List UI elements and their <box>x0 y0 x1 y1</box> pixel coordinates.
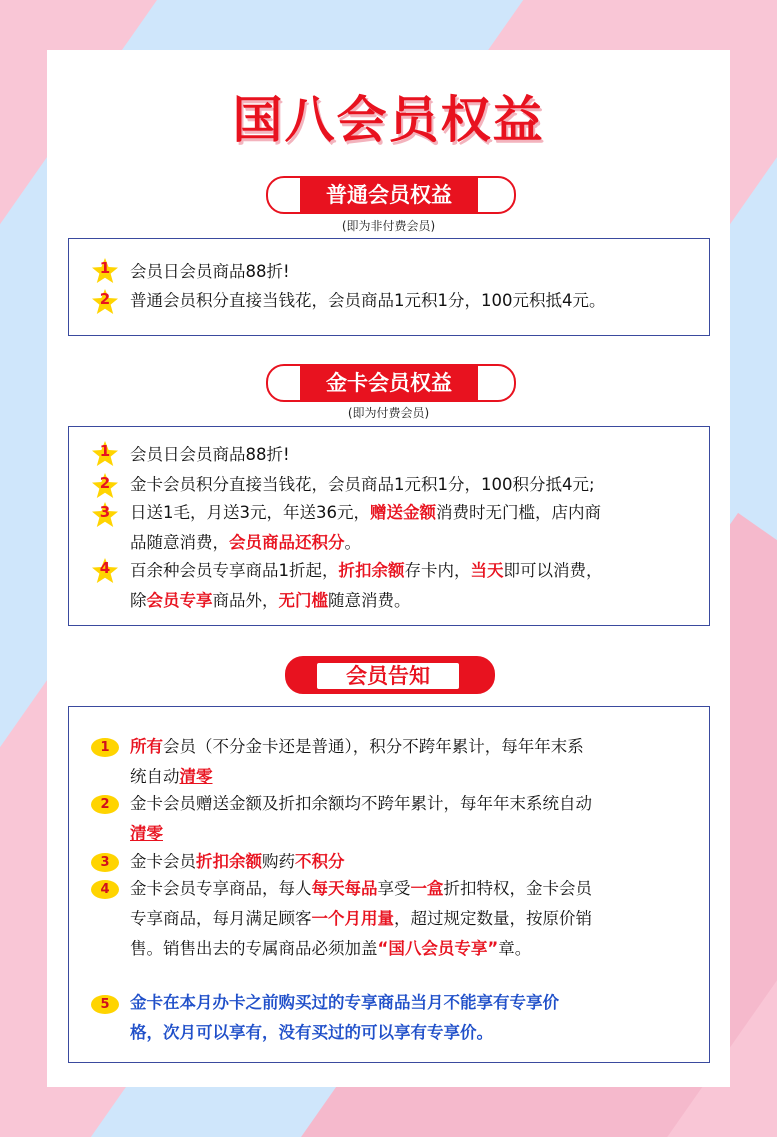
number-badge-icon <box>91 795 119 814</box>
highlight-text: 一个月用量 <box>311 909 394 928</box>
list-item <box>130 498 690 558</box>
section-heading-gold <box>266 364 516 402</box>
item-text: 购药 <box>262 852 295 871</box>
list-item <box>130 732 690 792</box>
highlight-text: 会员商品还积分 <box>229 533 345 552</box>
item-text: 百余种会员专享商品1折起， <box>130 561 339 580</box>
list-item <box>130 847 690 877</box>
star-badge-icon <box>90 501 120 529</box>
item-number: 3 <box>99 503 111 521</box>
section-subheading: (即为非付费会员) <box>341 219 436 233</box>
highlight-text: 当天 <box>470 561 504 580</box>
item-text: 统自动 <box>130 767 180 786</box>
item-number: 4 <box>99 559 111 577</box>
item-text: 金卡会员赠送金额及折扣余额均不跨年累计，每年年末系统自动 <box>130 794 592 813</box>
list-item: 会员日会员商品88折! <box>130 445 290 464</box>
highlight-text: 赠送金额 <box>370 503 436 522</box>
list-item: 普通会员积分直接当钱花，会员商品1元积1分，100元积抵4元。 <box>130 291 606 310</box>
highlight-text: 清零 <box>179 767 213 786</box>
item-text: 享受 <box>377 879 411 898</box>
star-badge-icon <box>90 440 120 468</box>
section-subheading: (即为付费会员) <box>347 406 430 420</box>
section-heading-label: 普通会员权益 <box>300 176 478 214</box>
item-text: 品随意消费， <box>130 533 229 552</box>
item-text: 即可以消费， <box>503 561 603 580</box>
number-badge-icon <box>91 853 119 872</box>
item-number: 2 <box>100 797 110 812</box>
highlight-text: 无门槛 <box>278 591 328 610</box>
note-text: 金卡在本月办卡之前购买过的专享商品当月不能享有专享价 <box>130 993 559 1012</box>
highlight-text: 不积分 <box>295 852 345 871</box>
item-text: 金卡会员 <box>130 852 196 871</box>
item-number: 1 <box>100 740 110 755</box>
section-heading-notice <box>285 656 495 694</box>
star-badge-icon <box>90 288 120 316</box>
list-item: 金卡会员积分直接当钱花，会员商品1元积1分，100积分抵4元; <box>130 475 595 494</box>
item-text: 随意消费。 <box>328 591 411 610</box>
item-text: ，超过规定数量，按原价销 <box>394 909 592 928</box>
highlight-text: 折扣余额 <box>338 561 405 580</box>
star-badge-icon <box>90 472 120 500</box>
highlight-text: 折扣余额 <box>196 852 262 871</box>
list-item: 会员日会员商品88折! <box>130 262 290 281</box>
list-item <box>130 988 700 1048</box>
list-item <box>130 556 690 616</box>
list-item <box>130 789 690 849</box>
item-text: 会员（不分金卡还是普通），积分不跨年累计，每年年末系 <box>163 737 584 756</box>
item-number: 2 <box>99 474 111 492</box>
item-text: 。 <box>344 533 361 552</box>
section-heading-regular <box>266 176 516 214</box>
highlight-text: 清零 <box>130 824 163 843</box>
item-text: 除 <box>130 591 147 610</box>
item-text: 售。销售出去的专属商品必须加盖 <box>130 939 378 958</box>
highlight-text: “国八会员专享” <box>377 939 499 958</box>
item-text: 章。 <box>498 939 532 958</box>
note-text: 格，次月可以享有，没有买过的可以享有专享价。 <box>130 1023 493 1042</box>
highlight-text: 每天每品 <box>311 879 378 898</box>
item-number: 4 <box>100 882 110 897</box>
item-number: 1 <box>99 259 111 277</box>
page-title: 国八会员权益 <box>232 91 545 149</box>
item-number: 1 <box>99 442 111 460</box>
item-text: 金卡会员专享商品，每人 <box>130 879 312 898</box>
list-item <box>130 874 690 964</box>
highlight-text: 会员专享 <box>146 591 213 610</box>
number-badge-icon <box>91 880 119 899</box>
item-text: 日送1毛，月送3元，年送36元， <box>130 503 370 522</box>
item-number: 5 <box>100 997 110 1012</box>
star-badge-icon <box>90 557 120 585</box>
highlight-text: 所有 <box>130 737 163 756</box>
number-badge-icon <box>91 738 119 757</box>
number-badge-icon <box>91 995 119 1014</box>
item-text: 消费时无门槛，店内商 <box>436 503 601 522</box>
star-badge-icon <box>90 257 120 285</box>
section-heading-label: 金卡会员权益 <box>300 364 478 402</box>
section-heading-label: 会员告知 <box>317 663 459 689</box>
item-text: 折扣特权，金卡会员 <box>443 879 592 898</box>
highlight-text: 一盒 <box>410 879 444 898</box>
item-text: 商品外， <box>212 591 279 610</box>
item-number: 3 <box>100 855 110 870</box>
item-text: 专享商品，每月满足顾客 <box>130 909 312 928</box>
item-number: 2 <box>99 290 111 308</box>
item-text: 存卡内， <box>404 561 471 580</box>
